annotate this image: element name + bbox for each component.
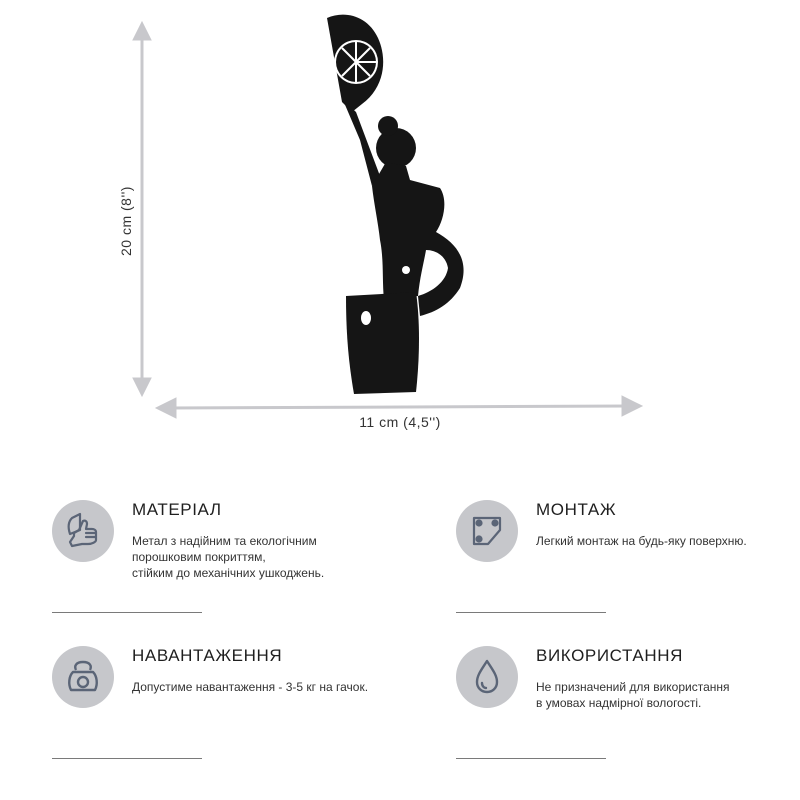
feature-usage-description: Не призначений для використання в умовах надмірної вологості. xyxy=(536,680,730,710)
feature-load-title: НАВАНТАЖЕННЯ xyxy=(132,646,283,665)
height-dimension-arrow xyxy=(133,22,151,396)
divider xyxy=(456,758,606,759)
feature-material xyxy=(52,500,382,610)
feature-load xyxy=(52,646,382,756)
feature-material-description: Метал з надійним та екологічним порошковим покриттям, стійким до механічних ушкоджень. xyxy=(132,534,325,580)
feature-usage-title: ВИКОРИСТАННЯ xyxy=(536,646,683,665)
height-label: 20 cm (8'') xyxy=(118,186,134,256)
feature-mount xyxy=(456,500,786,610)
divider xyxy=(52,612,202,613)
divider xyxy=(52,758,202,759)
feature-mount-title: МОНТАЖ xyxy=(536,500,617,519)
kettlebell-icon xyxy=(52,646,114,708)
divider xyxy=(456,612,606,613)
feature-mount-description: Легкий монтаж на будь-яку поверхню. xyxy=(536,534,747,548)
feature-usage xyxy=(456,646,786,756)
mounting-plate-icon xyxy=(456,500,518,562)
raised-arm xyxy=(343,100,380,186)
torso xyxy=(372,162,464,316)
width-label: 11 cm (4,5'') xyxy=(359,414,441,430)
feature-load-description: Допустиме навантаження - 3-5 кг на гачок. xyxy=(132,680,369,694)
hook-silhouette xyxy=(327,15,464,394)
hand-thumbs-up-icon xyxy=(52,500,114,562)
feature-material-title: МАТЕРІАЛ xyxy=(132,500,222,519)
water-drop-icon xyxy=(456,646,518,708)
base-pocket xyxy=(346,292,419,394)
